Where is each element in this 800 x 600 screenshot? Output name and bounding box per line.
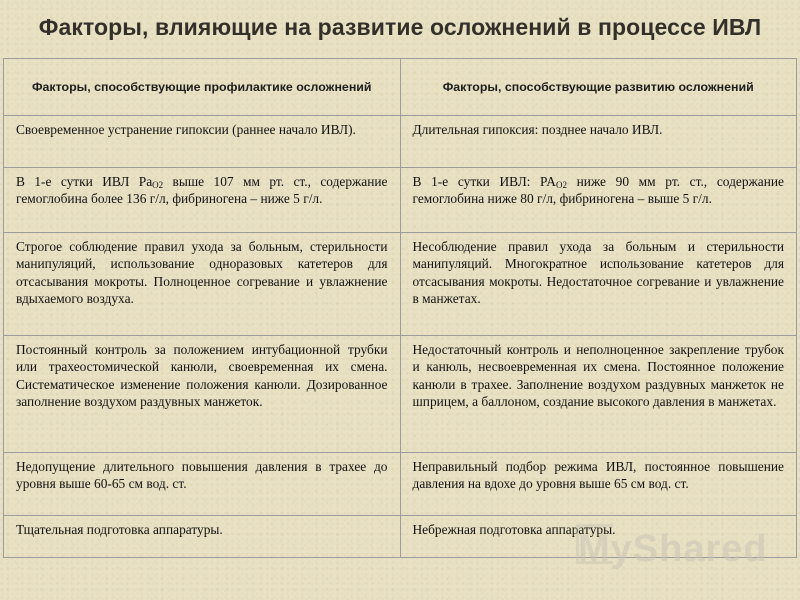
cell-prevention: Недопущение длительного повышения давления в трахее до уровня выше 60-65 см вод. ст. bbox=[4, 453, 401, 516]
cell-prevention: Тщательная подготовка аппаратуры. bbox=[4, 516, 401, 558]
cell-development: Недостаточный контроль и неполноценное закрепление трубок и канюль, несвоевременная их смена. Постоянное положение канюли в трахее. Заполнение воздухом раздувных манжеток не шприцем, а баллоном, создание высокого давления в манжетах. bbox=[400, 336, 797, 453]
cell-development: Несоблюдение правил ухода за больным и стерильности манипуляций. Многократное использование катетеров для отсасывания мокроты. Недостаточное согревание и увлажнение в манжетах. bbox=[400, 233, 797, 336]
table-row bbox=[4, 336, 797, 453]
cell-development: Неправильный подбор режима ИВЛ, постоянное повышение давления на вдохе до уровня выше 65 см вод. ст. bbox=[400, 453, 797, 516]
factors-table bbox=[3, 58, 797, 558]
table-row bbox=[4, 233, 797, 336]
header-prevention: Факторы, способствующие профилактике осложнений bbox=[4, 59, 401, 116]
header-development: Факторы, способствующие развитию осложнений bbox=[400, 59, 797, 116]
cell-development: Небрежная подготовка аппаратуры. bbox=[400, 516, 797, 558]
cell-prevention: Постоянный контроль за положением интубационной трубки или трахеостомической канюли, своевременная их смена. Систематическое изменение положения канюли. Дозированное заполнение воздухом раздувных манжеток. bbox=[4, 336, 401, 453]
table-row bbox=[4, 116, 797, 168]
table-row bbox=[4, 453, 797, 516]
watermark: MyShared bbox=[578, 528, 768, 570]
cell-prevention: Строгое соблюдение правил ухода за больным, стерильности манипуляций, использование одноразовых катетеров для отсасывания мокроты. Полноценное согревание и увлажнение вдыхаемого воздуха. bbox=[4, 233, 401, 336]
cell-development: Длительная гипоксия: позднее начало ИВЛ. bbox=[400, 116, 797, 168]
table-row bbox=[4, 168, 797, 233]
cell-prevention: Своевременное устранение гипоксии (раннее начало ИВЛ). bbox=[4, 116, 401, 168]
table-header-row bbox=[4, 59, 797, 116]
page-title: Факторы, влияющие на развитие осложнений в процессе ИВЛ bbox=[38, 14, 762, 40]
cell-development: В 1-е сутки ИВЛ: $PA_{O2}$ ниже 90 мм рт. ст., содержание гемоглобина ниже 80 г/л, фибриногена – выше 5 г/л. bbox=[400, 168, 797, 233]
cell-prevention: В 1-е сутки ИВЛ $Pa_{O2}$ выше 107 мм рт. ст., содержание гемоглобина более 136 г/л, фибриногена – ниже 5 г/л. bbox=[4, 168, 401, 233]
